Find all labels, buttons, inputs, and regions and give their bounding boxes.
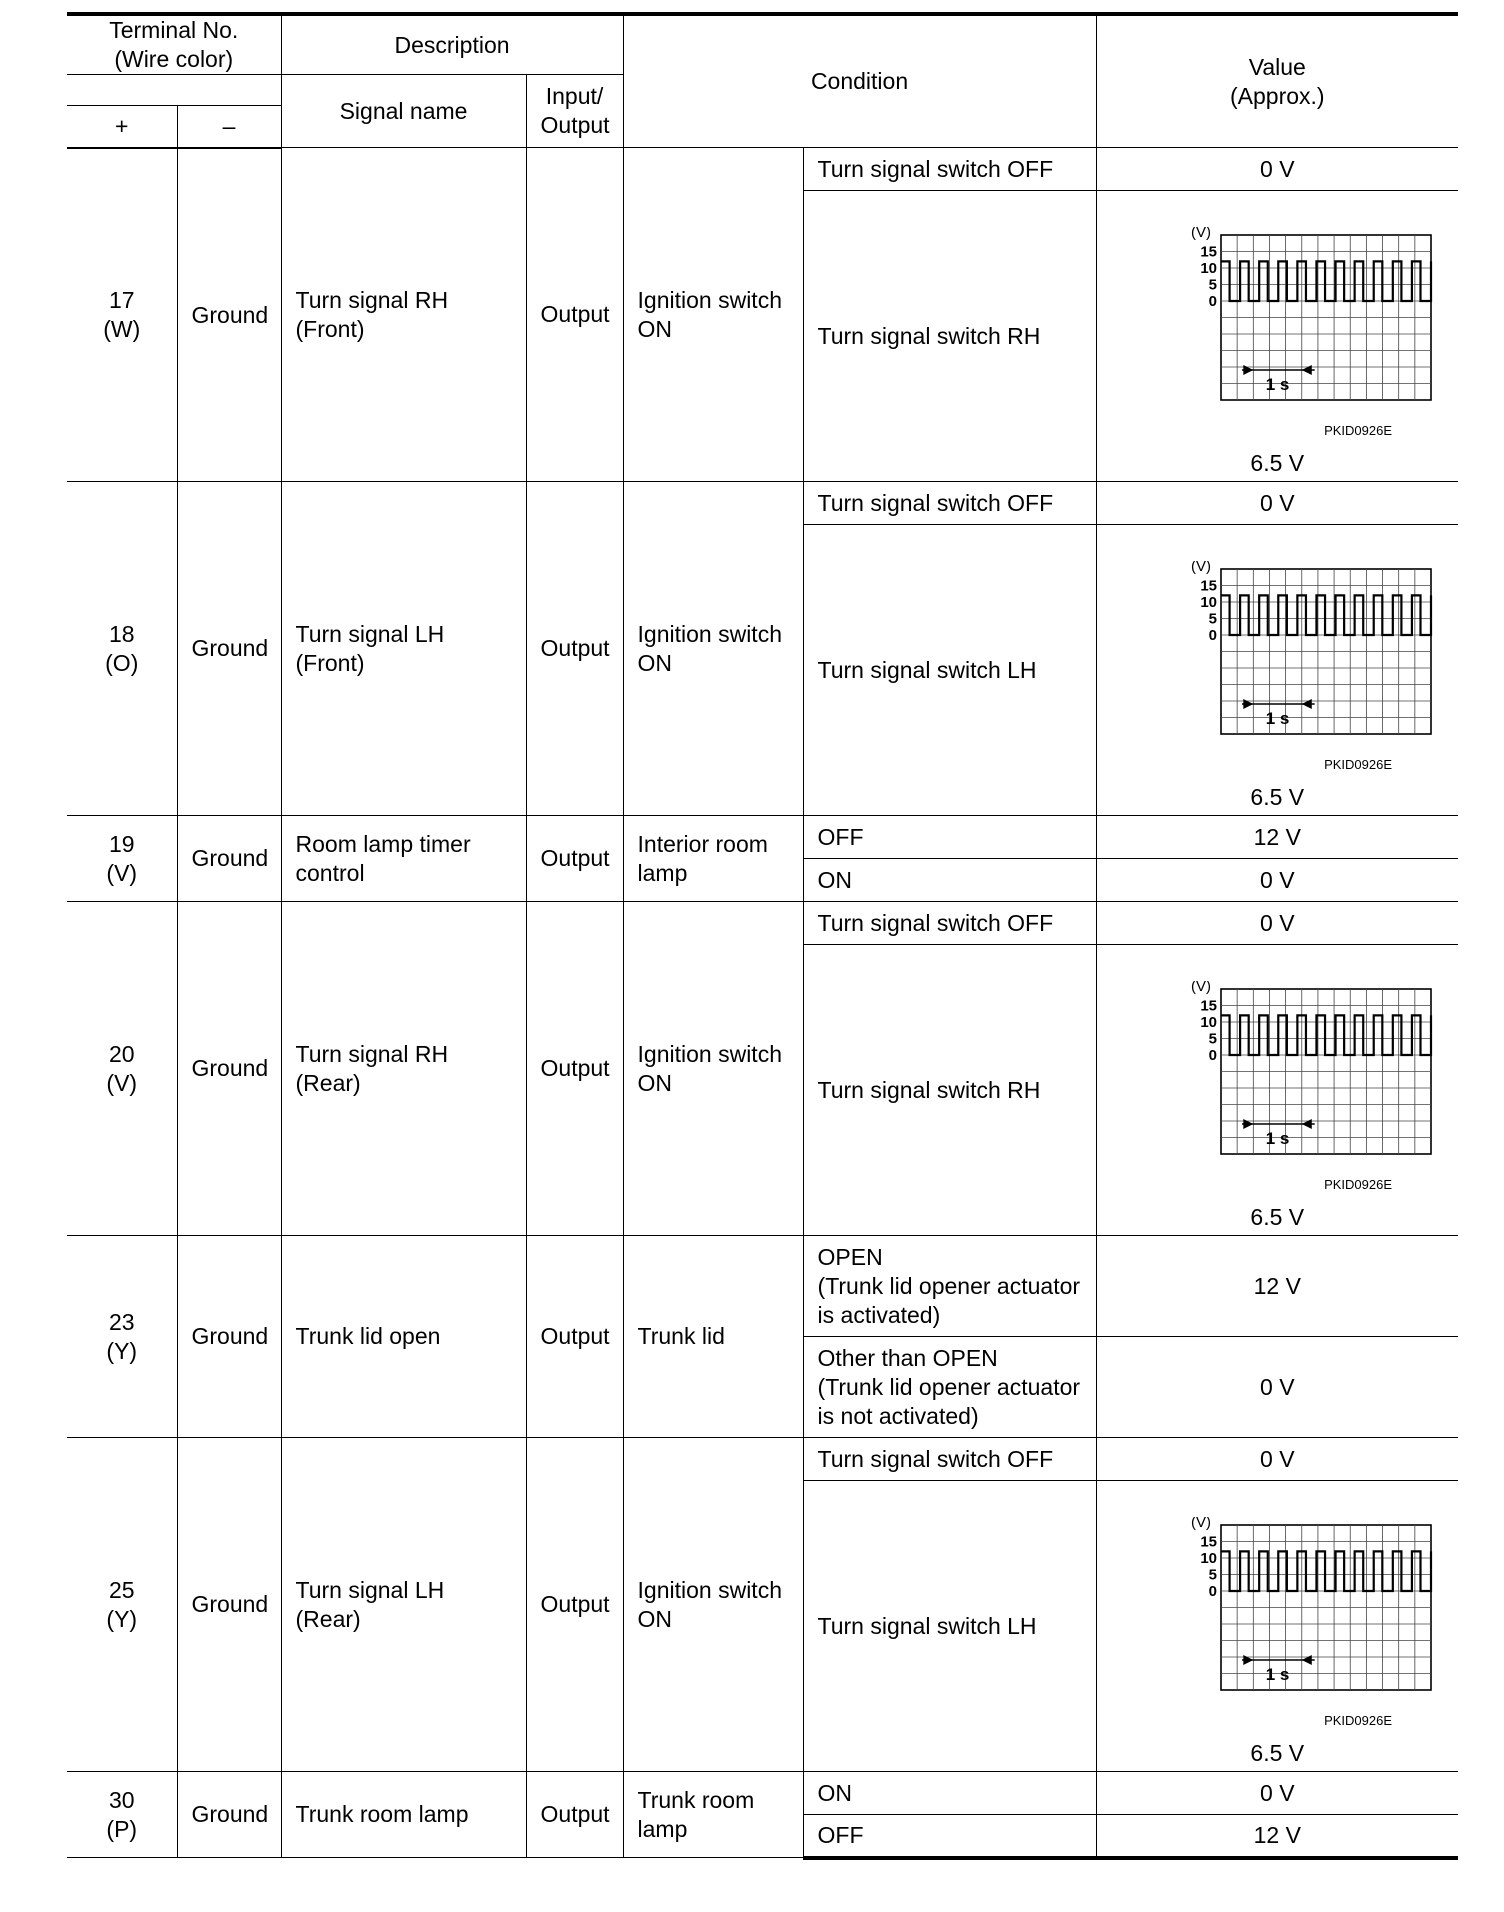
signal-line1: Turn signal RH <box>295 286 449 313</box>
value-cell: 6.5 V <box>1250 1740 1305 1767</box>
value-cell: 0 V <box>1096 859 1458 902</box>
signal-line1: Room lamp timer <box>295 830 471 857</box>
condition-line1: Ignition switch <box>637 620 782 647</box>
value-cell: 0 V <box>1096 1438 1458 1481</box>
terminal-number: 19 <box>108 830 135 857</box>
signal-cell: Turn signal LH (Front) <box>281 482 526 816</box>
terminal-number: 30 <box>108 1786 135 1813</box>
table-row <box>67 148 1458 191</box>
io-cell: Output <box>526 1772 623 1858</box>
waveform-graph <box>1147 561 1447 756</box>
waveform-cell <box>1096 945 1458 1236</box>
terminal-cell <box>67 902 177 1236</box>
pulse-trace <box>1221 1552 1431 1592</box>
signal-cell <box>281 148 526 482</box>
y-tick-label: 5 <box>1208 1030 1217 1048</box>
ground-cell: Ground <box>177 1772 281 1858</box>
io-cell: Output <box>526 902 623 1236</box>
table-row <box>67 1438 1458 1481</box>
condition-cell <box>623 1772 803 1858</box>
condition-cell <box>623 482 803 816</box>
time-marker-arrow <box>1243 699 1253 709</box>
terminal-number: 17 <box>108 286 135 313</box>
time-marker-arrow <box>1243 1655 1253 1665</box>
time-label: 1 s <box>1265 1665 1289 1685</box>
value-cell: 12 V <box>1096 1815 1458 1858</box>
ground-cell: Ground <box>177 816 281 902</box>
time-marker-arrow <box>1301 1119 1311 1129</box>
header-value <box>1096 14 1458 148</box>
terminal-number: 18 <box>108 620 135 647</box>
y-tick-label: 10 <box>1199 594 1217 612</box>
table-row <box>67 1772 1458 1815</box>
header-signal-name: Signal name <box>281 75 526 148</box>
signal-line2: control <box>295 859 365 886</box>
signal-line2: (Front) <box>295 315 365 342</box>
table-row <box>67 902 1458 945</box>
y-tick-label: 10 <box>1199 260 1217 278</box>
header-condition: Condition <box>623 14 1096 148</box>
y-tick-label: 10 <box>1199 1014 1217 1032</box>
sub-condition: Turn signal switch RH <box>803 945 1096 1236</box>
wire-color: (V) <box>106 859 138 886</box>
terminal-number: 20 <box>108 1040 135 1067</box>
sub-condition-line3: is not activated) <box>817 1403 979 1429</box>
time-marker-arrow <box>1243 365 1253 375</box>
header-value-line2: (Approx.) <box>1229 82 1325 109</box>
table-row <box>67 1236 1458 1337</box>
y-tick-label: 15 <box>1199 243 1217 261</box>
waveform-unit: (V) <box>1190 561 1211 576</box>
table-row <box>67 482 1458 525</box>
value-cell: 0 V <box>1096 902 1458 945</box>
sub-condition-line2: (Trunk lid opener actuator <box>817 1373 1081 1400</box>
signal-cell: Trunk room lamp <box>281 1772 526 1858</box>
sub-condition: Turn signal switch OFF <box>803 902 1096 945</box>
sub-condition-line1: Other than OPEN <box>817 1344 998 1371</box>
condition-line2: ON <box>637 1069 673 1096</box>
y-tick-label: 0 <box>1208 293 1217 311</box>
y-tick-label: 15 <box>1199 577 1217 595</box>
terminal-number: 23 <box>108 1308 135 1335</box>
y-tick-label: 5 <box>1208 610 1217 628</box>
io-cell: Output <box>526 482 623 816</box>
wire-color: (Y) <box>106 1605 138 1632</box>
sub-condition-line1: OPEN <box>817 1243 883 1270</box>
waveform-unit: (V) <box>1190 1517 1211 1532</box>
header-terminal-no: Terminal No. <box>109 17 239 43</box>
waveform-unit: (V) <box>1190 227 1211 242</box>
sub-condition: OFF <box>803 1815 1096 1858</box>
time-marker-arrow <box>1301 1655 1311 1665</box>
condition-line1: Ignition switch <box>637 286 782 313</box>
value-cell: 6.5 V <box>1250 784 1305 811</box>
terminal-cell <box>67 1772 177 1858</box>
waveform-code: PKID0926E <box>1324 757 1393 773</box>
io-cell: Output <box>526 148 623 482</box>
time-marker-arrow <box>1301 365 1311 375</box>
waveform-cell <box>1096 525 1458 816</box>
condition-cell: Trunk lid <box>623 1236 803 1438</box>
condition-line1: Interior room <box>637 830 768 857</box>
value-cell: 12 V <box>1096 1236 1458 1337</box>
y-tick-label: 15 <box>1199 997 1217 1015</box>
time-marker-arrow <box>1301 699 1311 709</box>
terminal-cell <box>67 816 177 902</box>
waveform-cell <box>1096 191 1458 482</box>
condition-line1: Ignition switch <box>637 1040 782 1067</box>
sub-condition: Turn signal switch LH <box>803 525 1096 816</box>
terminal-cell <box>67 1438 177 1772</box>
wire-color: (Y) <box>106 1337 138 1364</box>
time-label: 1 s <box>1265 709 1289 729</box>
signal-cell: Turn signal RH (Rear) <box>281 902 526 1236</box>
ground-cell: Ground <box>177 482 281 816</box>
sub-condition: ON <box>803 1772 1096 1815</box>
sub-condition: OFF <box>803 816 1096 859</box>
y-tick-label: 0 <box>1208 627 1217 645</box>
waveform-code: PKID0926E <box>1324 1713 1393 1729</box>
condition-line2: ON <box>637 1605 673 1632</box>
header-minus: – <box>177 106 281 148</box>
condition-cell <box>623 1438 803 1772</box>
sub-condition: Turn signal switch OFF <box>803 482 1096 525</box>
terminal-cell <box>67 148 177 482</box>
condition-line1: Ignition switch <box>637 1576 782 1603</box>
header-io <box>526 75 623 148</box>
y-tick-label: 10 <box>1199 1550 1217 1568</box>
header-value-line1: Value <box>1248 53 1306 80</box>
condition-cell <box>623 816 803 902</box>
condition-line2: ON <box>637 315 673 342</box>
header-wire-color: (Wire color) <box>114 46 234 73</box>
pulse-trace <box>1221 262 1431 302</box>
ground-cell: Ground <box>177 1236 281 1438</box>
value-cell: 0 V <box>1096 1337 1458 1438</box>
terminal-cell <box>67 482 177 816</box>
time-label: 1 s <box>1265 375 1289 395</box>
ground-cell: Ground <box>177 902 281 1236</box>
value-cell: 12 V <box>1096 816 1458 859</box>
wire-color: (P) <box>106 1815 138 1842</box>
value-cell: 6.5 V <box>1250 1204 1305 1231</box>
condition-line2: lamp <box>637 859 688 886</box>
pulse-trace <box>1221 596 1431 636</box>
header-terminal <box>67 14 281 75</box>
sub-condition: Turn signal switch OFF <box>803 148 1096 191</box>
sub-condition <box>803 1236 1096 1337</box>
io-cell: Output <box>526 1236 623 1438</box>
value-cell: 6.5 V <box>1250 450 1305 477</box>
value-cell: 0 V <box>1096 482 1458 525</box>
condition-line2: ON <box>637 649 673 676</box>
signal-cell <box>281 816 526 902</box>
condition-cell <box>623 902 803 1236</box>
sub-condition: Turn signal switch LH <box>803 1481 1096 1772</box>
header-io-line1: Input/ <box>545 83 604 110</box>
condition-line2: lamp <box>637 1815 688 1842</box>
ground-cell: Ground <box>177 1438 281 1772</box>
wire-color: (W) <box>103 316 141 343</box>
signal-cell: Turn signal LH (Rear) <box>281 1438 526 1772</box>
io-cell: Output <box>526 1438 623 1772</box>
pulse-trace <box>1221 1016 1431 1056</box>
wire-color: (O) <box>105 649 139 676</box>
waveform-code: PKID0926E <box>1324 1177 1393 1193</box>
table-row <box>67 816 1458 859</box>
y-tick-label: 5 <box>1208 276 1217 294</box>
value-cell: 0 V <box>1096 1772 1458 1815</box>
condition-line1: Trunk room <box>637 1786 755 1813</box>
sub-condition: Turn signal switch RH <box>803 191 1096 482</box>
sub-condition: ON <box>803 859 1096 902</box>
time-label: 1 s <box>1265 1129 1289 1149</box>
sub-condition <box>803 1337 1096 1438</box>
y-tick-label: 0 <box>1208 1047 1217 1065</box>
waveform-code: PKID0926E <box>1324 423 1393 439</box>
sub-condition-line2: (Trunk lid opener actuator <box>817 1272 1081 1299</box>
value-cell: 0 V <box>1096 148 1458 191</box>
header-description: Description <box>281 14 623 75</box>
y-tick-label: 0 <box>1208 1583 1217 1601</box>
sub-condition: Turn signal switch OFF <box>803 1438 1096 1481</box>
terminal-spec-table <box>67 12 1458 1860</box>
y-tick-label: 5 <box>1208 1566 1217 1584</box>
y-tick-label: 15 <box>1199 1533 1217 1551</box>
header-plus: + <box>67 106 177 148</box>
waveform-unit: (V) <box>1190 981 1211 996</box>
sub-condition-line3: is activated) <box>817 1302 941 1328</box>
terminal-cell <box>67 1236 177 1438</box>
io-cell: Output <box>526 816 623 902</box>
header-terminal-spacer <box>67 75 281 106</box>
condition-cell <box>623 148 803 482</box>
waveform-graph <box>1147 227 1447 422</box>
wire-color: (V) <box>106 1069 138 1096</box>
waveform-cell <box>1096 1481 1458 1772</box>
ground-cell: Ground <box>177 148 281 482</box>
signal-cell: Trunk lid open <box>281 1236 526 1438</box>
header-io-line2: Output <box>540 112 610 139</box>
time-marker-arrow <box>1243 1119 1253 1129</box>
terminal-number: 25 <box>108 1576 135 1603</box>
waveform-graph <box>1147 1517 1447 1712</box>
waveform-graph <box>1147 981 1447 1176</box>
table-header <box>67 14 1458 148</box>
